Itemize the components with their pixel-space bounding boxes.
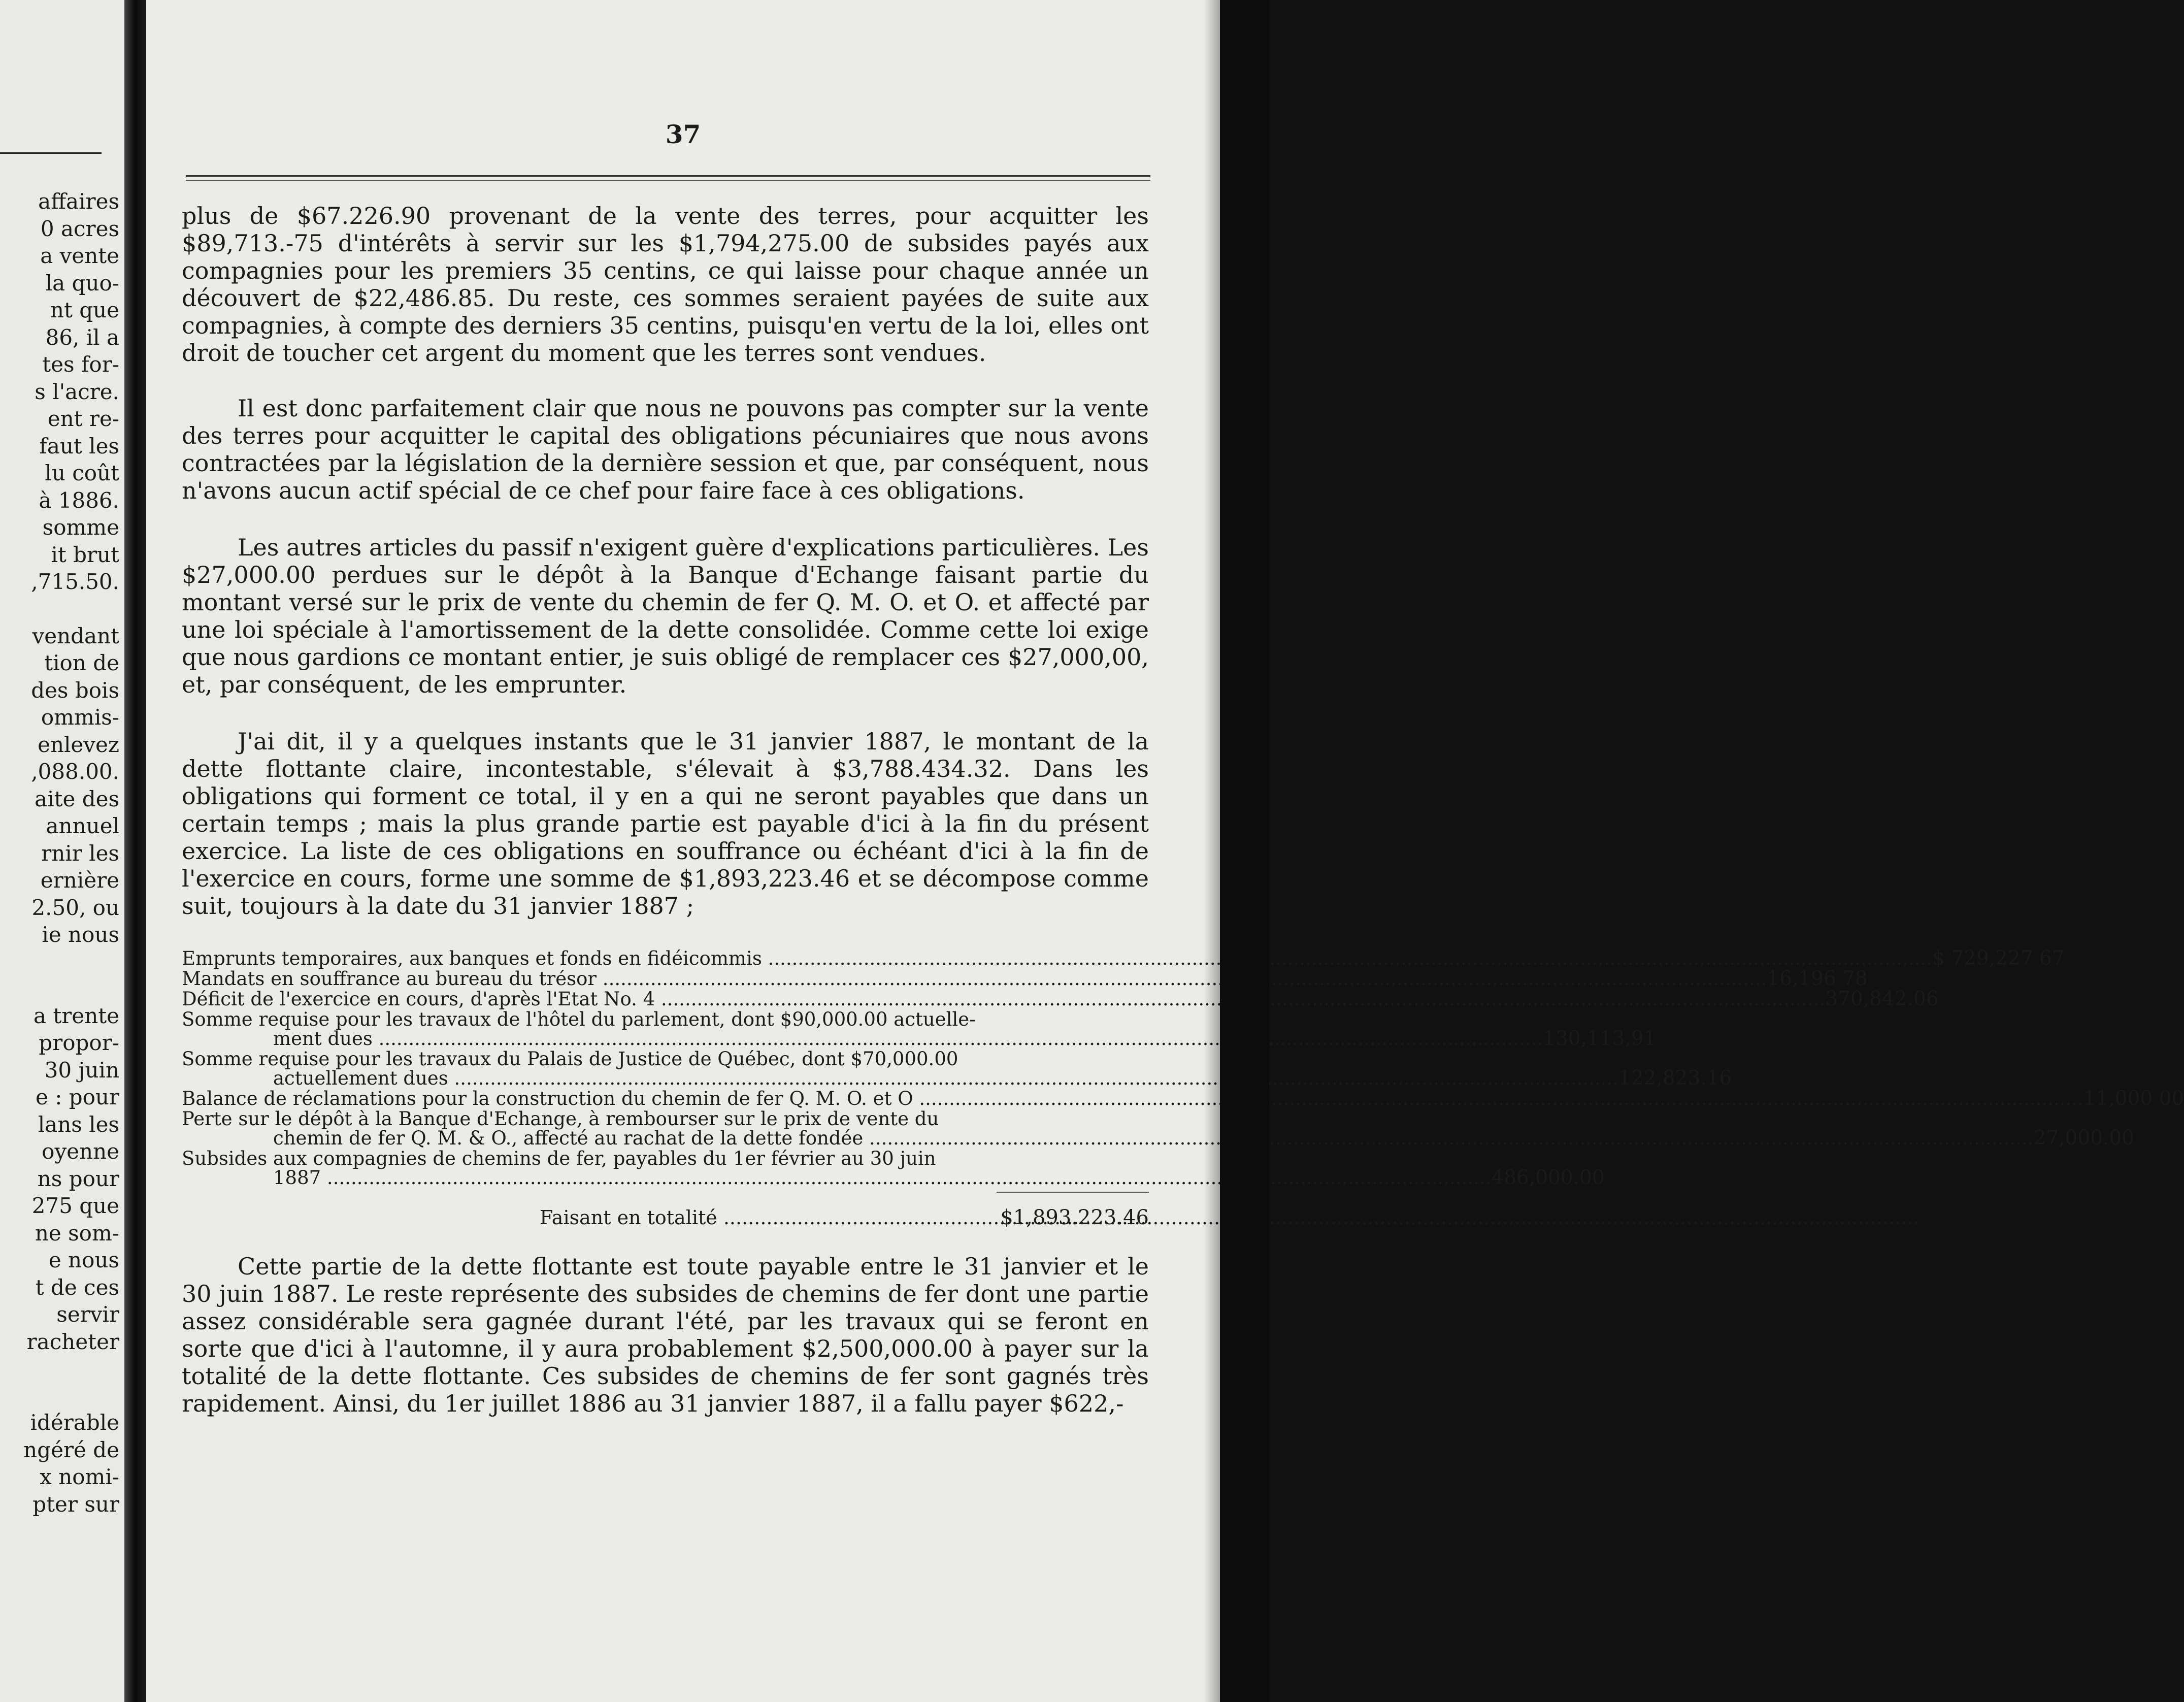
left-page-line: tion de [44, 650, 119, 675]
left-page-line: a trente [34, 1003, 119, 1028]
left-page-line: ,715.50. [31, 569, 119, 594]
left-page-line: ,088.00. [31, 759, 119, 784]
row-amount: $ 729,227 67 [1932, 947, 2065, 970]
page-number: 37 [665, 119, 701, 149]
row-description: Mandats en souffrance au bureau du trésor ..... [182, 969, 1767, 989]
left-page-line: it brut [51, 542, 119, 567]
row-amount: 122,823.16 [1618, 1067, 1732, 1090]
paragraph: J'ai dit, il y a quelques instants que le 31 janvier 1887, le montant de la dette flottante claire, incontestable, s'élevait à $3,788.434.32. Dans les obligations qui forment ce total, il y en a qui ne seront payables que dans un certain temps ; mais la plus grande partie est payable d'ici à la fin du présent exercice. La liste de ces obligations en souffrance ou échéant d'ici à la fin de l'exercice en cours, forme une somme de $1,893,223.46 et se décompose comme suit, toujours à la date du 31 janvier 1887 ; [182, 728, 1149, 920]
left-page-line: nt que [50, 298, 119, 322]
table-row [182, 1148, 1605, 1189]
left-page-line: oyenne [42, 1139, 119, 1164]
left-page-line: à 1886. [39, 487, 119, 513]
left-page-line: la quo- [45, 270, 119, 296]
paragraph: plus de $67.226.90 provenant de la vente des terres, pour acquitter les $89,713.-75 d'intérêts à servir sur les $1,794,275.00 de subsides payés aux compagnies pour les premiers 35 centins, ce qui laisse pour chaque année un découvert de $22,486.85. Du reste, ces sommes seraient payées de suite aux compagnies, à compte des derniers 35 centins, puisqu'en vertu de la loi, elles ont droit de toucher cet argent du moment que les terres sont vendues. [182, 202, 1149, 367]
row-amount: 486,000.00 [1491, 1166, 1605, 1189]
left-page-line: 0 acres [40, 216, 119, 241]
table-row [182, 947, 2065, 970]
table-row [182, 967, 1868, 990]
table-row [182, 1008, 1657, 1050]
left-page-text [23, 188, 119, 1518]
left-page-line: rnir les [41, 840, 119, 866]
left-page-line: x nomi- [40, 1464, 119, 1489]
row-description: Somme requise pour les travaux du Palais de Justice de Québec, dont $70,000.00 actuellement dues ..... [182, 1050, 1618, 1088]
row-description: Emprunts temporaires, aux banques et fonds en fidéicommis ..... [182, 949, 1932, 968]
left-page-line: s l'acre. [35, 379, 119, 404]
left-page-line: tes for- [42, 352, 119, 377]
left-page-line: des bois [31, 677, 119, 703]
left-page-fragment [0, 0, 124, 1702]
left-page-line: ie nous [42, 922, 119, 947]
header-rule [186, 175, 1150, 181]
row-amount: 27,000.00 [2033, 1127, 2134, 1150]
row-description: Somme requise pour les travaux de l'hôtel du parlement, dont $90,000.00 actuelle- ment dues ..... [182, 1010, 1543, 1049]
left-page-line: idérable [30, 1410, 119, 1435]
left-page-line: lans les [38, 1111, 119, 1137]
row-description: Déficit de l'exercice en cours, d'après l'Etat No. 4 ..... [182, 990, 1825, 1009]
left-page-line: e nous [48, 1248, 119, 1272]
left-page-line: t de ces [35, 1274, 119, 1300]
row-amount: 16,196 78 [1767, 967, 1868, 990]
left-page-line: servir [56, 1302, 119, 1327]
table-row [182, 1108, 2134, 1150]
scan-border [1220, 0, 1269, 1702]
left-page-line: 30 juin [44, 1057, 119, 1083]
paragraph: Il est donc parfaitement clair que nous ne pouvons pas compter sur la vente des terres pour acquitter le capital des obligations pécuniaires que nous avons contractées par la législation de la dernière session et que, par conséquent, nous n'avons aucun actif spécial de ce chef pour faire face à ces obligations. [182, 395, 1149, 504]
left-page-line: enlevez [38, 732, 119, 757]
row-amount: 130,113,91 [1543, 1027, 1657, 1050]
left-page-line: faut les [39, 433, 119, 459]
left-page-line: lu coût [45, 461, 119, 485]
left-page-line: 2.50, ou [31, 895, 119, 920]
paragraph: Les autres articles du passif n'exigent guère d'explications particulières. Les $27,000.00 perdues sur le dépôt à la Banque d'Echange faisant partie du montant versé sur le prix de vente du chemin de fer Q. M. O. et O. et affecté par une loi spéciale à l'amortissement de la dette consolidée. Comme cette loi exige que nous gardions ce montant entier, je suis obligé de remplacer ces $27,000,00, et, par conséquent, de les emprunter. [182, 534, 1149, 698]
left-page-line: ngéré de [23, 1437, 119, 1462]
row-amount: 370,842.06 [1825, 988, 1939, 1010]
table-row [182, 1087, 2184, 1110]
row-amount: 11,000 00 [2083, 1087, 2184, 1110]
sum-rule [997, 1192, 1149, 1193]
left-page-line: 275 que [31, 1193, 119, 1218]
left-page-line: racheter [26, 1329, 119, 1354]
total-label: Faisant en totalité ..... [540, 1208, 997, 1227]
paragraph: Cette partie de la dette flottante est toute payable entre le 31 janvier et le 30 juin 1887. Le reste représente des subsides de chemins de fer dont une partie assez considérable sera gagnée durant l'été, par les travaux qui se feront en sorte que d'ici à l'automne, il y aura probablement $2,500,000.00 à payer sur la totalité de la dette flottante. Ces subsides de chemins de fer sont gagnés très rapidement. Ainsi, du 1er juillet 1886 au 31 janvier 1887, il a fallu payer $622,- [182, 1253, 1149, 1417]
left-page-line: ne som- [35, 1220, 119, 1246]
left-page-line: ernière [40, 868, 119, 893]
left-page-line: propor- [39, 1030, 119, 1055]
left-page-line: 86, il a [45, 324, 119, 350]
left-page-line: ns pour [37, 1166, 119, 1191]
left-page-line: somme [42, 515, 119, 540]
debt-table [182, 947, 2184, 1229]
left-page-line: vendant [32, 623, 119, 648]
table-row [182, 1048, 1732, 1090]
left-page-line: aite des [35, 786, 119, 811]
document-page [146, 0, 2184, 1702]
row-description: Subsides aux compagnies de chemins de fer, payables du 1er février au 30 juin 1887 ..... [182, 1149, 1491, 1188]
left-page-line: affaires [38, 189, 119, 214]
page-body [182, 202, 2184, 1417]
total-amount: $1,893.223.46 [1000, 1206, 1149, 1229]
total-row [182, 1208, 1149, 1227]
table-row [182, 988, 1939, 1010]
left-page-line: e : pour [35, 1085, 119, 1109]
row-description: Balance de réclamations pour la construction du chemin de fer Q. M. O. et O ..... [182, 1089, 2083, 1108]
left-page-line: a vente [40, 243, 119, 268]
left-page-rule [0, 152, 102, 154]
left-page-line: ent re- [47, 406, 119, 431]
left-page-line: annuel [46, 813, 119, 838]
left-page-line: ommis- [41, 705, 119, 730]
book-gutter [124, 0, 147, 1702]
row-description: Perte sur le dépôt à la Banque d'Echange, à rembourser sur le prix de vente du chemin de fer Q. M. & O., affecté au rachat de la dette fondée ..... [182, 1109, 2034, 1148]
left-page-line: pter sur [32, 1491, 119, 1517]
